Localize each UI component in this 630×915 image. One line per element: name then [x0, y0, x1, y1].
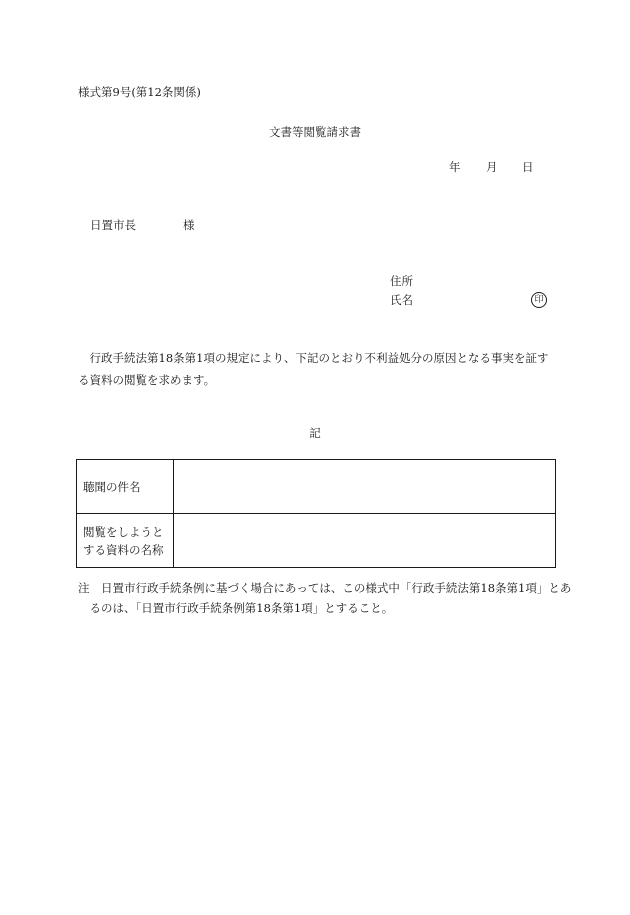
detail-table — [76, 459, 556, 568]
addressee-honorific: 様 — [183, 218, 195, 232]
table-row — [77, 514, 556, 568]
table-row — [77, 460, 556, 514]
date-year-label: 年 — [449, 160, 461, 174]
document-name-field[interactable] — [174, 514, 556, 568]
note-text: 注 日置市行政手続条例に基づく場合にあっては、この様式中「行政手続法第18条第1項」とあるのは、「日置市行政手続条例第18条第1項」とすること。 — [78, 581, 572, 615]
hearing-case-name-field[interactable] — [174, 460, 556, 514]
request-body-text: 行政手続法第18条第1項の規定により、下記のとおり不利益処分の原因となる事実を証する資料の閲覧を求めます。 — [78, 351, 549, 387]
document-name-label: 閲覧をしようとする資料の名称 — [77, 514, 174, 568]
name-label: 氏名 — [390, 293, 413, 307]
hearing-case-name-label: 聴聞の件名 — [77, 460, 174, 514]
date-day-label: 日 — [522, 160, 534, 174]
address-label: 住所 — [390, 274, 413, 288]
addressee-recipient: 日置市長 — [90, 218, 136, 232]
form-number: 様式第9号(第12条関係) — [78, 85, 201, 99]
date-month-label: 月 — [486, 160, 498, 174]
document-title: 文書等閲覧請求書 — [269, 125, 361, 139]
seal-mark-icon: 印 — [531, 292, 547, 308]
ki-heading: 記 — [309, 426, 321, 440]
